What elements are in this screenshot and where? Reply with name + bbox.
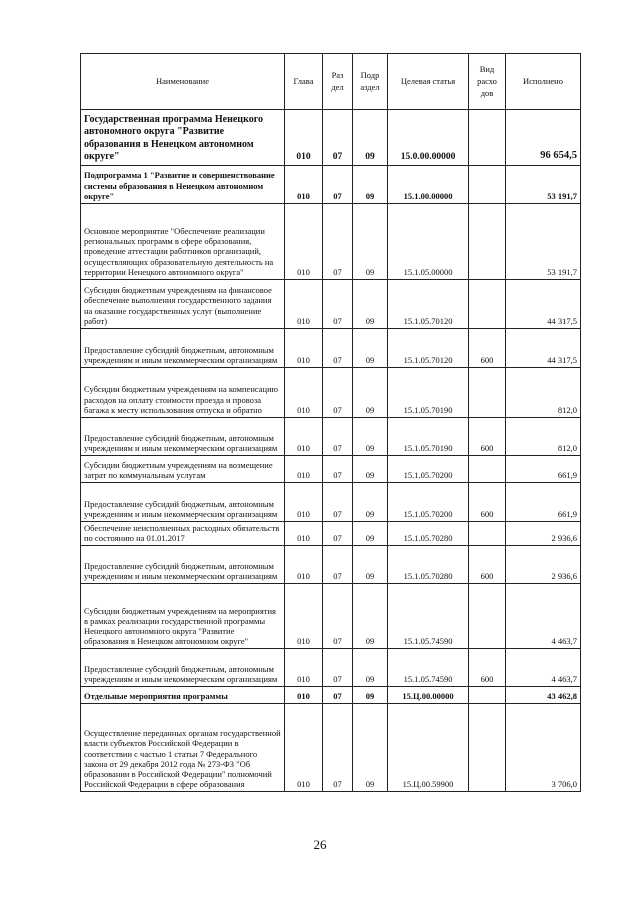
row-vid xyxy=(469,166,506,204)
row-razdel: 07 xyxy=(323,704,353,792)
row-glava: 010 xyxy=(285,546,323,584)
table-row xyxy=(81,166,581,204)
row-vid: 600 xyxy=(469,649,506,687)
row-vid xyxy=(469,368,506,418)
row-name: Предоставление субсидий бюджетным, автономным учреждениям и иным некоммерческим организациям xyxy=(81,546,285,584)
row-vid xyxy=(469,110,506,166)
row-podrazdel: 09 xyxy=(353,584,388,649)
row-glava: 010 xyxy=(285,110,323,166)
row-glava: 010 xyxy=(285,649,323,687)
row-name: Предоставление субсидий бюджетным, автономным учреждениям и иным некоммерческим организациям xyxy=(81,329,285,368)
row-glava: 010 xyxy=(285,522,323,546)
row-target: 15.Ц.00.00000 xyxy=(388,687,469,704)
row-target: 15.1.05.70280 xyxy=(388,546,469,584)
row-glava: 010 xyxy=(285,418,323,456)
row-vid xyxy=(469,687,506,704)
col-header-executed: Исполнено xyxy=(506,54,581,110)
row-amount: 812,0 xyxy=(506,418,581,456)
row-razdel: 07 xyxy=(323,584,353,649)
table-row xyxy=(81,649,581,687)
row-target: 15.1.05.70190 xyxy=(388,418,469,456)
row-podrazdel: 09 xyxy=(353,704,388,792)
row-razdel: 07 xyxy=(323,522,353,546)
row-podrazdel: 09 xyxy=(353,522,388,546)
table-row xyxy=(81,584,581,649)
page-number: 26 xyxy=(313,837,327,852)
table-row xyxy=(81,483,581,522)
row-vid xyxy=(469,204,506,280)
row-vid: 600 xyxy=(469,418,506,456)
table-row xyxy=(81,110,581,166)
row-name: Предоставление субсидий бюджетным, автономным учреждениям и иным некоммерческим организациям xyxy=(81,418,285,456)
col-header-target: Целевая статья xyxy=(388,54,469,110)
row-vid: 600 xyxy=(469,483,506,522)
row-podrazdel: 09 xyxy=(353,483,388,522)
row-name: Предоставление субсидий бюджетным, автономным учреждениям и иным некоммерческим организациям xyxy=(81,483,285,522)
row-vid xyxy=(469,280,506,329)
row-amount: 2 936,6 xyxy=(506,546,581,584)
row-amount: 661,9 xyxy=(506,483,581,522)
row-target: 15.1.05.70190 xyxy=(388,368,469,418)
row-razdel: 07 xyxy=(323,368,353,418)
row-target: 15.1.05.74590 xyxy=(388,584,469,649)
row-amount: 53 191,7 xyxy=(506,204,581,280)
row-razdel: 07 xyxy=(323,546,353,584)
table-row xyxy=(81,704,581,792)
row-target: 15.1.05.70280 xyxy=(388,522,469,546)
row-podrazdel: 09 xyxy=(353,329,388,368)
row-glava: 010 xyxy=(285,584,323,649)
row-amount: 661,9 xyxy=(506,456,581,483)
row-amount: 44 317,5 xyxy=(506,329,581,368)
row-name: Субсидии бюджетным учреждениям на компенсацию расходов на оплату стоимости проезда и провоза багажа к месту использования отпуска и обратно xyxy=(81,368,285,418)
row-vid: 600 xyxy=(469,546,506,584)
row-podrazdel: 09 xyxy=(353,166,388,204)
row-name: Субсидии бюджетным учреждениям на возмещение затрат по коммунальным услугам xyxy=(81,456,285,483)
row-razdel: 07 xyxy=(323,110,353,166)
row-razdel: 07 xyxy=(323,280,353,329)
table-row xyxy=(81,368,581,418)
row-razdel: 07 xyxy=(323,204,353,280)
row-razdel: 07 xyxy=(323,329,353,368)
row-podrazdel: 09 xyxy=(353,418,388,456)
table-row xyxy=(81,418,581,456)
row-podrazdel: 09 xyxy=(353,368,388,418)
row-name: Подпрограмма 1 "Развитие и совершенствование системы образования в Ненецком автономном округе" xyxy=(81,166,285,204)
table-row xyxy=(81,280,581,329)
col-header-glava: Глава xyxy=(285,54,323,110)
row-target: 15.0.00.00000 xyxy=(388,110,469,166)
budget-table xyxy=(80,53,581,792)
row-glava: 010 xyxy=(285,329,323,368)
row-name: Субсидии бюджетным учреждениям на мероприятия в рамках реализации государственной программы Ненецкого автономного округа "Развитие образования в Ненецком автономном округе" xyxy=(81,584,285,649)
row-razdel: 07 xyxy=(323,483,353,522)
row-glava: 010 xyxy=(285,204,323,280)
row-target: 15.Ц.00.59900 xyxy=(388,704,469,792)
row-podrazdel: 09 xyxy=(353,280,388,329)
table-row xyxy=(81,546,581,584)
col-header-podrazdel: Подр аздел xyxy=(353,54,388,110)
table-row xyxy=(81,687,581,704)
row-razdel: 07 xyxy=(323,456,353,483)
row-glava: 010 xyxy=(285,368,323,418)
row-glava: 010 xyxy=(285,687,323,704)
row-amount: 2 936,6 xyxy=(506,522,581,546)
row-glava: 010 xyxy=(285,483,323,522)
row-podrazdel: 09 xyxy=(353,456,388,483)
table-row xyxy=(81,522,581,546)
row-podrazdel: 09 xyxy=(353,687,388,704)
row-vid xyxy=(469,704,506,792)
table-row xyxy=(81,204,581,280)
row-target: 15.1.00.00000 xyxy=(388,166,469,204)
row-amount: 812,0 xyxy=(506,368,581,418)
table-row xyxy=(81,329,581,368)
row-vid xyxy=(469,584,506,649)
row-vid: 600 xyxy=(469,329,506,368)
row-name: Предоставление субсидий бюджетным, автономным учреждениям и иным некоммерческим организациям xyxy=(81,649,285,687)
col-header-razdel: Раз дел xyxy=(323,54,353,110)
row-vid xyxy=(469,522,506,546)
row-podrazdel: 09 xyxy=(353,110,388,166)
row-glava: 010 xyxy=(285,704,323,792)
row-name: Обеспечение неисполненных расходных обязательств по состоянию на 01.01.2017 xyxy=(81,522,285,546)
row-razdel: 07 xyxy=(323,418,353,456)
row-podrazdel: 09 xyxy=(353,649,388,687)
row-amount: 53 191,7 xyxy=(506,166,581,204)
row-amount: 4 463,7 xyxy=(506,649,581,687)
row-name: Осуществление переданных органам государственной власти субъектов Российской Федерации в соответствии с частью 1 статьи 7 Федерального закона от 29 декабря 2012 года № 273-ФЗ "Об образовании в Российской Федерации" полномочий Российской Федерации в сфере образования xyxy=(81,704,285,792)
row-name: Государственная программа Ненецкого автономного округа "Развитие образования в Ненецком автономном округе" xyxy=(81,110,285,166)
col-header-vid: Вид расхо дов xyxy=(469,54,506,110)
row-name: Основное мероприятие "Обеспечение реализации региональных программ в сфере образования, проведение аттестации работников организаций, осуществляющих образовательную деятельность на территории Ненецкого автономного округа" xyxy=(81,204,285,280)
row-glava: 010 xyxy=(285,280,323,329)
row-target: 15.1.05.00000 xyxy=(388,204,469,280)
table-header-row xyxy=(81,54,581,110)
row-target: 15.1.05.70120 xyxy=(388,329,469,368)
row-target: 15.1.05.70200 xyxy=(388,456,469,483)
row-amount: 96 654,5 xyxy=(506,110,581,166)
row-podrazdel: 09 xyxy=(353,546,388,584)
row-razdel: 07 xyxy=(323,687,353,704)
row-name: Субсидии бюджетным учреждениям на финансовое обеспечение выполнения государственного задания на оказание государственных услуг (выполнение работ) xyxy=(81,280,285,329)
col-header-name: Наименование xyxy=(81,54,285,110)
row-podrazdel: 09 xyxy=(353,204,388,280)
row-amount: 3 706,0 xyxy=(506,704,581,792)
row-razdel: 07 xyxy=(323,649,353,687)
row-vid xyxy=(469,456,506,483)
row-name: Отдельные мероприятия программы xyxy=(81,687,285,704)
row-target: 15.1.05.70200 xyxy=(388,483,469,522)
row-amount: 44 317,5 xyxy=(506,280,581,329)
row-target: 15.1.05.74590 xyxy=(388,649,469,687)
row-amount: 4 463,7 xyxy=(506,584,581,649)
row-razdel: 07 xyxy=(323,166,353,204)
row-amount: 43 462,8 xyxy=(506,687,581,704)
row-glava: 010 xyxy=(285,456,323,483)
row-glava: 010 xyxy=(285,166,323,204)
table-row xyxy=(81,456,581,483)
row-target: 15.1.05.70120 xyxy=(388,280,469,329)
